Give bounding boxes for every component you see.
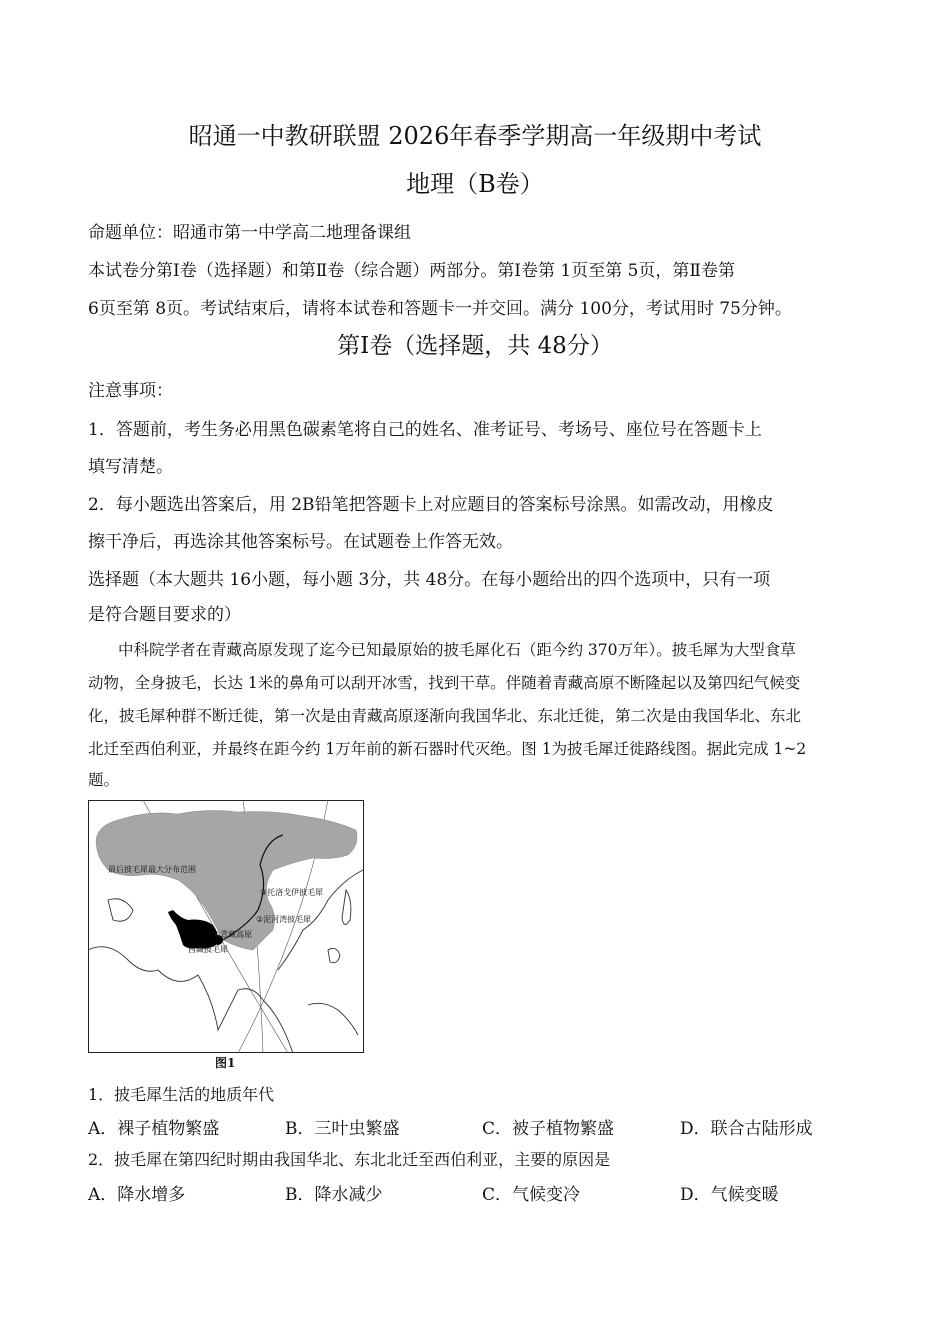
label-range: 最后披毛犀最大分布范围 — [108, 865, 196, 874]
option-a: A．裸子植物繁盛 — [88, 1119, 220, 1139]
question-options — [88, 1114, 888, 1138]
section-title: 第Ⅰ卷（选择题，共 48分） — [337, 333, 613, 359]
label-nihewan: ②泥河湾披毛犀 — [256, 915, 312, 924]
notes-item: 2．每小题选出答案后，用 2B铅笔把答题卡上对应题目的答案标号涂黑。如需改动，用橡皮 — [88, 495, 774, 515]
exam-title: 昭通一中教研联盟 2026年春季学期高一年级期中考试 — [188, 122, 762, 150]
option-d: D．联合古陆形成 — [680, 1119, 813, 1139]
choice-intro: 选择题（本大题共 16小题，每小题 3分，共 48分。在每小题给出的四个选项中，只有一项 — [88, 570, 771, 590]
question-stem: 2．披毛犀在第四纪时期由我国华北、东北北迁至西伯利亚，主要的原因是 — [88, 1150, 611, 1169]
passage-line: 中科院学者在青藏高原发现了迄今已知最原始的披毛犀化石（距今约 370万年）。披毛犀为大型食草 — [118, 641, 796, 659]
notes-item: 擦干净后，再选涂其他答案标号。在试题卷上作答无效。 — [88, 532, 513, 552]
option-a: A．降水增多 — [88, 1185, 186, 1205]
question-stem: 1．披毛犀生活的地质年代 — [88, 1085, 275, 1104]
figure-caption: 图1 — [215, 1056, 236, 1070]
notes-item: 填写清楚。 — [88, 457, 173, 477]
subject-title: 地理（B卷） — [406, 170, 544, 198]
notes-heading: 注意事项： — [88, 381, 173, 401]
migration-map — [88, 800, 364, 1053]
option-c: C．气候变冷 — [482, 1185, 581, 1205]
instructions-line: 6页至第 8页。考试结束后，请将本试卷和答题卡一并交回。满分 100分，考试用时 75分钟。 — [88, 299, 792, 319]
option-c: C．被子植物繁盛 — [482, 1119, 615, 1139]
label-tuoluo: ③托洛戈伊披毛犀 — [260, 888, 324, 897]
choice-intro: 是符合题目要求的） — [88, 605, 241, 625]
label-qingzang: ①青藏高原 — [213, 930, 253, 939]
passage-line: 北迁至西伯利亚，并最终在距今约 1万年前的新石器时代灭绝。图 1为披毛犀迁徙路线图。据此完成 1~2 — [88, 740, 807, 758]
passage-line: 化，披毛犀种群不断迁徙，第一次是由青藏高原逐渐向我国华北、东北迁徙，第二次是由我国华北、东北 — [88, 707, 802, 725]
question-options — [88, 1180, 888, 1204]
author-unit: 命题单位：昭通市第一中学高二地理备课组 — [88, 223, 411, 243]
option-b: B．降水减少 — [285, 1185, 383, 1205]
passage-line: 动物，全身披毛，长达 1米的鼻角可以刮开冰雪，找到干草。伴随着青藏高原不断隆起以及第四纪气候变 — [88, 674, 801, 692]
option-d: D．气候变暖 — [680, 1185, 779, 1205]
option-b: B．三叶虫繁盛 — [285, 1119, 400, 1139]
instructions-line: 本试卷分第Ⅰ卷（选择题）和第Ⅱ卷（综合题）两部分。第Ⅰ卷第 1页至第 5页，第Ⅱ卷第 — [88, 261, 735, 281]
notes-item: 1．答题前，考生务必用黑色碳素笔将自己的姓名、准考证号、考场号、座位号在答题卡上 — [88, 420, 762, 440]
passage-line: 题。 — [88, 771, 120, 789]
label-xizang: 西藏披毛犀 — [188, 945, 228, 954]
